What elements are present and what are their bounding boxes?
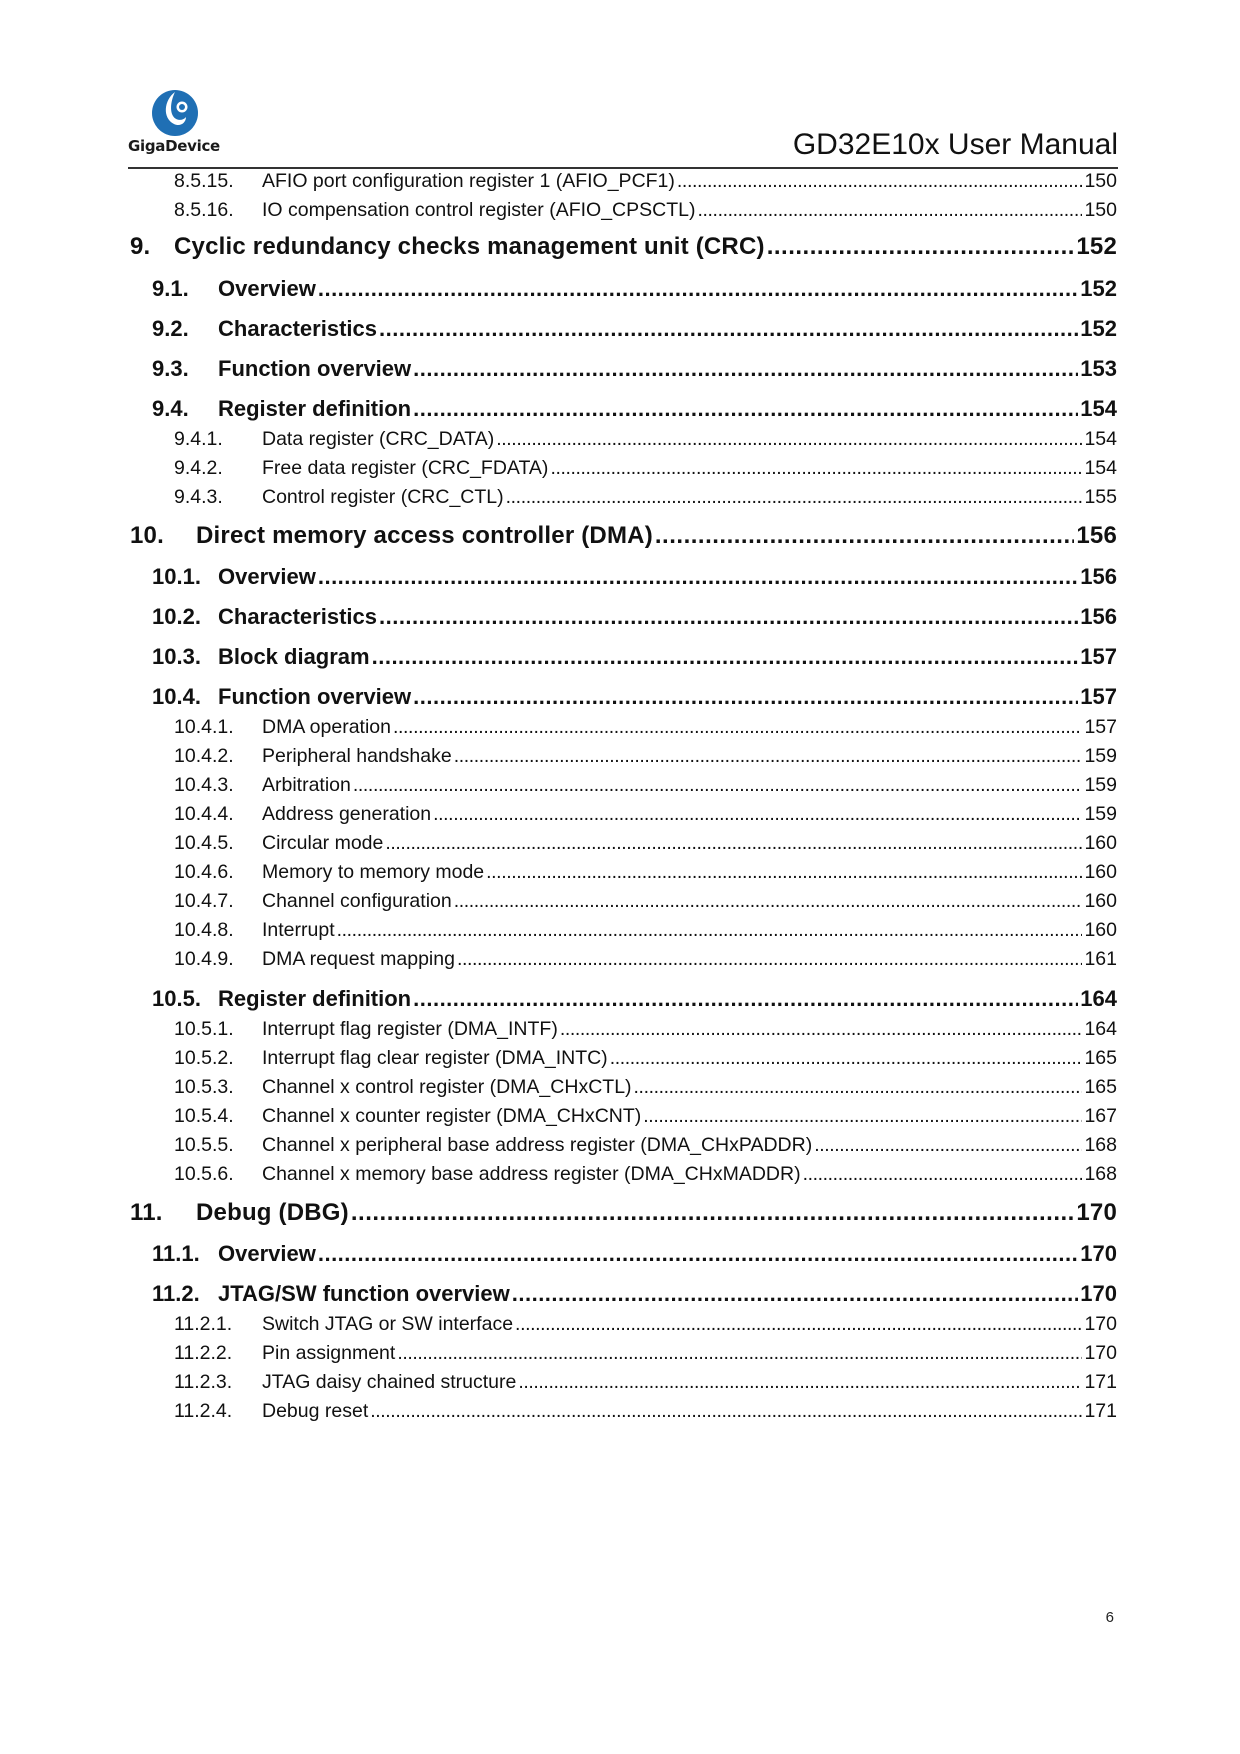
document-title: GD32E10x User Manual: [792, 128, 1118, 161]
toc-entry-page[interactable]: 154: [1080, 396, 1117, 421]
toc-entry-title[interactable]: Free data register (CRC_FDATA): [262, 457, 549, 479]
dot-leader: [767, 233, 1075, 261]
toc-entry-number: 10.: [130, 522, 164, 549]
toc-entry-number: 10.4.9.: [174, 948, 234, 970]
toc-entry[interactable]: [174, 861, 1117, 884]
toc-entry[interactable]: [130, 1199, 1117, 1227]
dot-leader: [457, 948, 1083, 971]
toc-entry[interactable]: [174, 486, 1117, 509]
toc-entry-number: 9.4.2.: [174, 457, 223, 479]
toc-entry[interactable]: [152, 396, 1117, 422]
toc-entry[interactable]: [174, 919, 1117, 942]
toc-entry-page[interactable]: 150: [1084, 199, 1117, 221]
toc-entry-title[interactable]: Address generation: [262, 803, 432, 825]
toc-entry[interactable]: [152, 276, 1117, 302]
dot-leader: [318, 276, 1078, 302]
dot-leader: [370, 1400, 1082, 1423]
dot-leader: [318, 564, 1078, 590]
dot-leader: [610, 1047, 1083, 1070]
toc-entry-title[interactable]: Debug reset: [262, 1400, 369, 1422]
toc-entry[interactable]: [174, 1134, 1117, 1157]
toc-entry-title[interactable]: Overview: [218, 276, 316, 301]
toc-entry[interactable]: [174, 1371, 1117, 1394]
toc-entry-title[interactable]: Channel x peripheral base address register (DMA_CHxPADDR): [262, 1134, 813, 1156]
toc-entry[interactable]: [174, 1047, 1117, 1070]
toc-entry[interactable]: [174, 948, 1117, 971]
toc-entry-number: 11.2.: [152, 1281, 200, 1306]
toc-entry-number: 10.4.5.: [174, 832, 234, 854]
toc-entry[interactable]: [152, 316, 1117, 342]
toc-entry[interactable]: [174, 428, 1117, 451]
toc-entry-page[interactable]: 164: [1084, 1018, 1117, 1040]
toc-entry-number: 10.5.2.: [174, 1047, 234, 1069]
toc-entry-title[interactable]: Overview: [218, 1241, 316, 1266]
toc-entry-number: 10.4.1.: [174, 716, 234, 738]
toc-entry-page[interactable]: 164: [1080, 986, 1117, 1011]
toc-entry-page[interactable]: 160: [1084, 919, 1117, 941]
toc-entry-number: 9.4.1.: [174, 428, 223, 450]
toc-entry-title[interactable]: JTAG daisy chained structure: [262, 1371, 517, 1393]
toc-entry-title[interactable]: Channel x control register (DMA_CHxCTL): [262, 1076, 632, 1098]
toc-entry-number: 10.4.8.: [174, 919, 234, 941]
toc-entry-title[interactable]: Data register (CRC_DATA): [262, 428, 495, 450]
toc-entry[interactable]: [152, 684, 1117, 710]
toc-entry-number: 10.1.: [152, 564, 201, 589]
toc-entry-title[interactable]: Block diagram: [218, 644, 370, 669]
toc-entry-number: 8.5.15.: [174, 170, 234, 192]
dot-leader: [496, 428, 1082, 451]
toc-entry[interactable]: [174, 1342, 1117, 1365]
dot-leader: [634, 1076, 1083, 1099]
toc-entry-title[interactable]: Direct memory access controller (DMA): [196, 522, 653, 549]
toc-entry-title[interactable]: Overview: [218, 564, 316, 589]
toc-entry-number: 11.2.1.: [174, 1313, 233, 1335]
logo-wordmark: GigaDevice: [128, 137, 220, 155]
toc-entry-number: 9.3.: [152, 356, 189, 381]
page-number: 6: [1105, 1609, 1114, 1626]
toc-entry-number: 10.4.: [152, 684, 201, 709]
toc-entry-title[interactable]: Debug (DBG): [196, 1199, 349, 1226]
toc-entry-number: 10.5.3.: [174, 1076, 234, 1098]
toc-entry[interactable]: [174, 1400, 1117, 1423]
dot-leader: [413, 684, 1078, 710]
toc-entry-title[interactable]: Control register (CRC_CTL): [262, 486, 504, 508]
toc-entry-page[interactable]: 156: [1080, 604, 1117, 629]
toc-entry-number: 9.4.3.: [174, 486, 223, 508]
toc-entry[interactable]: [152, 604, 1117, 630]
toc-entry-number: 10.5.4.: [174, 1105, 234, 1127]
dot-leader: [397, 1342, 1082, 1365]
toc-entry-number: 10.5.1.: [174, 1018, 234, 1040]
toc-entry-page[interactable]: 171: [1084, 1371, 1117, 1393]
toc-entry-number: 8.5.16.: [174, 199, 234, 221]
toc-entry-title[interactable]: Characteristics: [218, 316, 377, 341]
toc-entry-page[interactable]: 170: [1084, 1313, 1117, 1335]
gigadevice-logo: [128, 88, 228, 160]
toc-entry-page[interactable]: 167: [1084, 1105, 1117, 1127]
toc-entry-number: 10.5.: [152, 986, 201, 1011]
dot-leader: [433, 803, 1082, 826]
toc-entry-page[interactable]: 168: [1084, 1163, 1117, 1185]
toc-entry[interactable]: [152, 986, 1117, 1012]
dot-leader: [372, 644, 1079, 670]
dot-leader: [643, 1105, 1082, 1128]
toc-entry[interactable]: [174, 1105, 1117, 1128]
toc-entry-title[interactable]: Function overview: [218, 356, 412, 381]
dot-leader: [379, 316, 1078, 342]
toc-entry-page[interactable]: 154: [1084, 457, 1117, 479]
toc-entry-page[interactable]: 170: [1076, 1199, 1117, 1226]
dot-leader: [318, 1241, 1078, 1267]
toc-entry-page[interactable]: 161: [1084, 948, 1117, 970]
toc-entry-number: 10.3.: [152, 644, 201, 669]
toc-entry-page[interactable]: 168: [1084, 1134, 1117, 1156]
dot-leader: [486, 861, 1082, 884]
toc-entry-title[interactable]: Channel x counter register (DMA_CHxCNT): [262, 1105, 642, 1127]
toc-entry-number: 10.4.7.: [174, 890, 234, 912]
toc-entry-title[interactable]: Interrupt: [262, 919, 335, 941]
toc-entry-number: 9.: [130, 233, 151, 260]
toc-entry-title[interactable]: Arbitration: [262, 774, 351, 796]
dot-leader: [413, 986, 1078, 1012]
toc-entry-page[interactable]: 160: [1084, 861, 1117, 883]
dot-leader: [515, 1313, 1082, 1336]
gigadevice-logo-icon: [150, 88, 200, 138]
dot-leader: [413, 356, 1078, 382]
toc-entry[interactable]: [174, 1313, 1117, 1336]
toc-entry-page[interactable]: 170: [1080, 1281, 1117, 1306]
toc-entry-number: 10.5.6.: [174, 1163, 234, 1185]
toc-entry-number: 9.1.: [152, 276, 189, 301]
dot-leader: [506, 486, 1083, 509]
toc-entry-page[interactable]: 159: [1084, 803, 1117, 825]
toc-entry-title[interactable]: Register definition: [218, 396, 412, 421]
toc-entry-title[interactable]: AFIO port configuration register 1 (AFIO_PCF1): [262, 170, 675, 192]
toc-entry[interactable]: [174, 457, 1117, 480]
dot-leader: [512, 1281, 1079, 1307]
dot-leader: [351, 1199, 1074, 1227]
toc-entry[interactable]: [174, 170, 1117, 193]
toc-entry-page[interactable]: 165: [1084, 1047, 1117, 1069]
toc-entry[interactable]: [174, 745, 1117, 768]
toc-entry[interactable]: [174, 1163, 1117, 1186]
toc-entry-page[interactable]: 159: [1084, 774, 1117, 796]
dot-leader: [337, 919, 1083, 942]
toc-entry-page[interactable]: 170: [1080, 1241, 1117, 1266]
toc-entry-title[interactable]: Characteristics: [218, 604, 377, 629]
toc-entry-page[interactable]: 171: [1084, 1400, 1117, 1422]
toc-entry[interactable]: [174, 890, 1117, 913]
dot-leader: [677, 170, 1083, 193]
toc-entry-title[interactable]: Peripheral handshake: [262, 745, 452, 767]
toc-entry-page[interactable]: 155: [1084, 486, 1117, 508]
toc-entry-number: 10.2.: [152, 604, 201, 629]
toc-entry-page[interactable]: 152: [1080, 316, 1117, 341]
dot-leader: [560, 1018, 1083, 1041]
toc-entry-page[interactable]: 159: [1084, 745, 1117, 767]
dot-leader: [814, 1134, 1082, 1157]
toc-entry-number: 10.4.6.: [174, 861, 234, 883]
toc-entry[interactable]: [174, 832, 1117, 855]
toc-entry[interactable]: [152, 356, 1117, 382]
toc-entry-page[interactable]: 157: [1080, 644, 1117, 669]
toc-entry[interactable]: [174, 774, 1117, 797]
toc-entry-number: 9.2.: [152, 316, 189, 341]
toc-entry-title[interactable]: Channel configuration: [262, 890, 452, 912]
toc-entry-number: 11.2.2.: [174, 1342, 233, 1364]
toc-entry-page[interactable]: 165: [1084, 1076, 1117, 1098]
toc-entry-number: 9.4.: [152, 396, 189, 421]
toc-entry-page[interactable]: 156: [1076, 522, 1117, 549]
toc-entry[interactable]: [174, 1018, 1117, 1041]
toc-entry[interactable]: [152, 644, 1117, 670]
toc-entry[interactable]: [174, 716, 1117, 739]
toc-entry-title[interactable]: Circular mode: [262, 832, 384, 854]
toc-entry[interactable]: [130, 233, 1117, 261]
dot-leader: [550, 457, 1082, 480]
dot-leader: [803, 1163, 1083, 1186]
toc-entry[interactable]: [152, 1281, 1117, 1307]
toc-entry-number: 11.1.: [152, 1241, 200, 1266]
dot-leader: [385, 832, 1082, 855]
toc-entry[interactable]: [152, 564, 1117, 590]
toc-entry-title[interactable]: DMA operation: [262, 716, 391, 738]
toc-entry-number: 10.4.4.: [174, 803, 234, 825]
toc-entry-title[interactable]: Switch JTAG or SW interface: [262, 1313, 514, 1335]
toc-entry-page[interactable]: 153: [1080, 356, 1117, 381]
toc-entry-page[interactable]: 150: [1084, 170, 1117, 192]
toc-entry-page[interactable]: 152: [1080, 276, 1117, 301]
toc-entry-title[interactable]: Interrupt flag register (DMA_INTF): [262, 1018, 558, 1040]
toc-entry-title[interactable]: Interrupt flag clear register (DMA_INTC): [262, 1047, 608, 1069]
toc-entry-title[interactable]: Cyclic redundancy checks management unit (CRC): [174, 233, 765, 260]
toc-entry[interactable]: [130, 522, 1117, 550]
toc-entry-number: 11.2.4.: [174, 1400, 233, 1422]
toc-entry[interactable]: [174, 803, 1117, 826]
header-divider: [128, 167, 1118, 169]
toc-entry-page[interactable]: 160: [1084, 832, 1117, 854]
toc-entry-page[interactable]: 170: [1084, 1342, 1117, 1364]
dot-leader: [379, 604, 1078, 630]
toc-entry-title[interactable]: DMA request mapping: [262, 948, 455, 970]
toc-entry-title[interactable]: IO compensation control register (AFIO_CPSCTL): [262, 199, 696, 221]
toc-entry-title[interactable]: Register definition: [218, 986, 412, 1011]
dot-leader: [353, 774, 1083, 797]
toc-entry-page[interactable]: 156: [1080, 564, 1117, 589]
toc-entry[interactable]: [174, 199, 1117, 222]
toc-entry[interactable]: [174, 1076, 1117, 1099]
toc-entry-number: 10.5.5.: [174, 1134, 234, 1156]
toc-entry-number: 11.: [130, 1199, 163, 1226]
toc-entry-page[interactable]: 157: [1080, 684, 1117, 709]
toc-entry-title[interactable]: Memory to memory mode: [262, 861, 485, 883]
toc-entry-page[interactable]: 160: [1084, 890, 1117, 912]
toc-entry-page[interactable]: 157: [1084, 716, 1117, 738]
dot-leader: [655, 522, 1074, 550]
dot-leader: [698, 199, 1083, 222]
toc-entry[interactable]: [152, 1241, 1117, 1267]
dot-leader: [393, 716, 1082, 739]
toc-entry-number: 11.2.3.: [174, 1371, 233, 1393]
toc-entry-title[interactable]: Pin assignment: [262, 1342, 396, 1364]
toc-entry-page[interactable]: 154: [1084, 428, 1117, 450]
toc-entry-title[interactable]: Function overview: [218, 684, 412, 709]
dot-leader: [454, 745, 1083, 768]
dot-leader: [518, 1371, 1082, 1394]
dot-leader: [454, 890, 1083, 913]
toc-entry-page[interactable]: 152: [1076, 233, 1117, 260]
toc-entry-title[interactable]: JTAG/SW function overview: [218, 1281, 510, 1306]
dot-leader: [413, 396, 1078, 422]
toc-entry-number: 10.4.3.: [174, 774, 234, 796]
toc-entry-number: 10.4.2.: [174, 745, 234, 767]
toc-entry-title[interactable]: Channel x memory base address register (DMA_CHxMADDR): [262, 1163, 801, 1185]
